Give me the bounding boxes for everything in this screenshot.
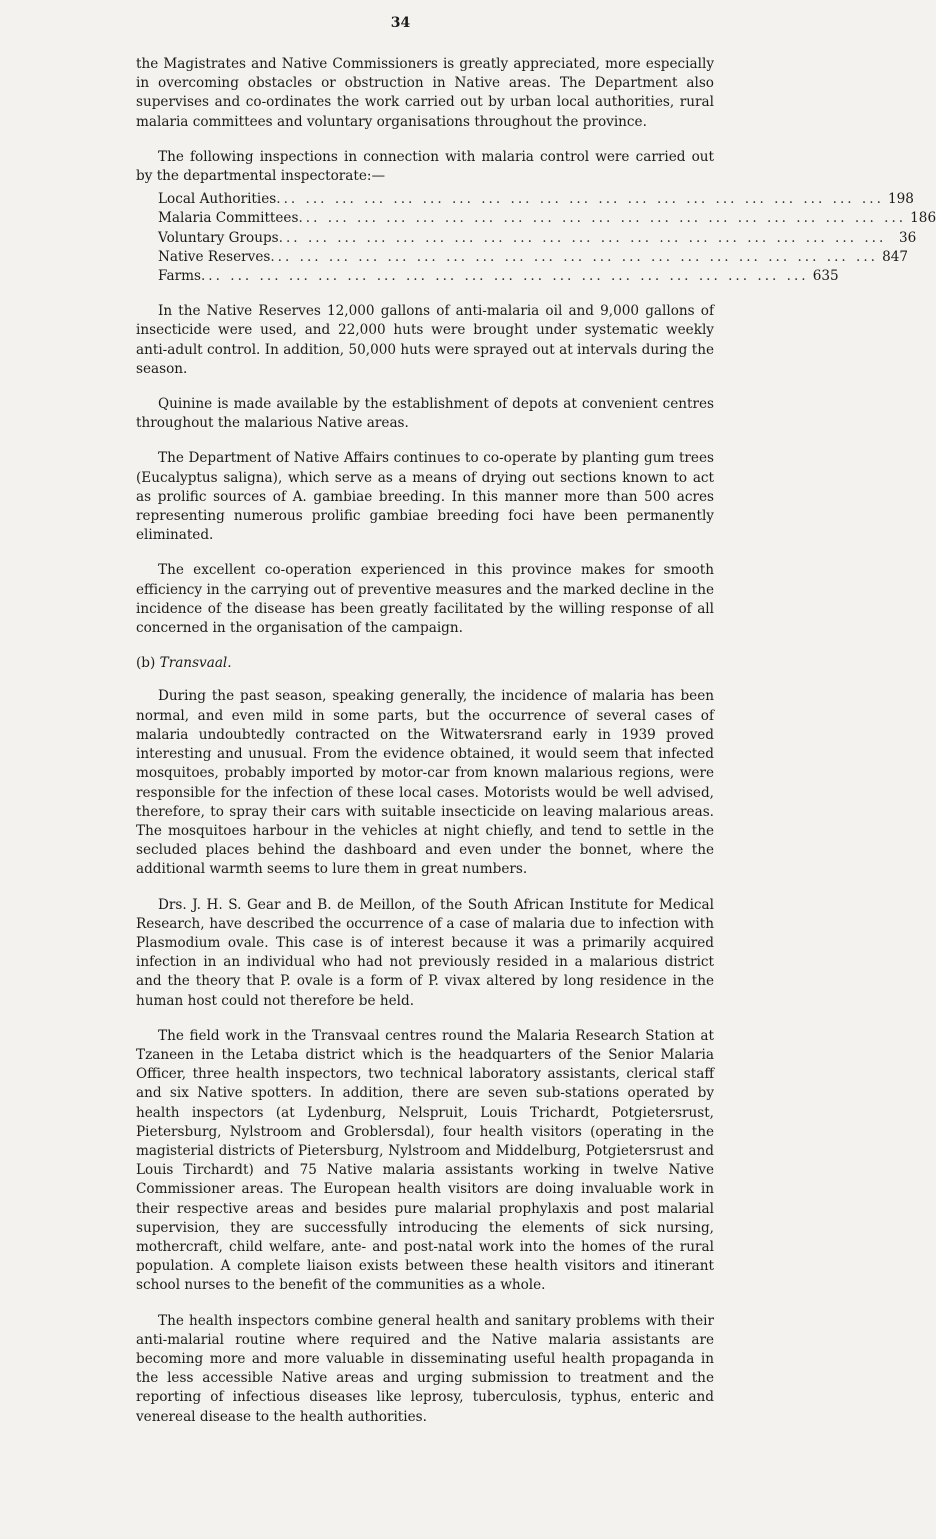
list-item-value: 36	[899, 229, 917, 246]
list-item-value: 847	[882, 248, 909, 265]
list-item-label: Farms	[158, 268, 201, 285]
dot-leader: ... ... ... ... ... ... ... ... ... ... ... ... ... ... ... ... ... ... ... ... ...	[270, 248, 879, 265]
list-item-value: 198	[887, 191, 914, 208]
inspections-list	[136, 190, 936, 286]
document-body	[136, 55, 936, 1443]
list-item-value: 635	[812, 268, 839, 285]
section-tag: (b)	[136, 655, 156, 672]
list-item-label: Native Reserves	[158, 248, 271, 265]
list-item-label: Local Authorities	[158, 191, 277, 208]
list-item	[136, 209, 936, 228]
paragraph: The Department of Native Affairs continues to co-operate by planting gum trees (Eucalyptus saligna), which serve as a means of drying out sections known to act as prolific sources of A. gambiae breeding. In this manner more than 500 acres representing numerous prolific gambiae breeding foci have been permanently eliminated.	[136, 450, 714, 544]
list-item	[136, 190, 914, 209]
paragraph: The health inspectors combine general health and sanitary problems with their anti-malarial routine where required and the Native malaria assistants are becoming more and more valuable in disseminating useful health propaganda in the less accessible Native areas and urging submission to treatment and the reporting of infectious diseases like leprosy, tuberculosis, typhus, enteric and venereal disease to the health authorities.	[136, 1312, 714, 1425]
paragraph: the Magistrates and Native Commissioners is greatly appreciated, more especially in overcoming obstacles or obstruction in Native areas. The Department also supervises and co-ordinates the work carried out by urban local authorities, rural malaria committees and voluntary organisations throughout the province.	[136, 56, 714, 130]
dot-leader: ... ... ... ... ... ... ... ... ... ... ... ... ... ... ... ... ... ... ... ... ...	[276, 191, 884, 208]
list-item	[136, 248, 909, 267]
paragraph: The field work in the Transvaal centres round the Malaria Research Station at Tzaneen in the Letaba district which is the headquarters of the Senior Malaria Officer, three health inspectors, two technical laboratory assistants, clerical staff and six Native spotters. In addition, there are seven sub-stations operated by health inspectors (at Lydenburg, Nelspruit, Louis Trichardt, Potgietersrust, Pietersburg, Nylstroom and Groblersdal), four health visitors (operating in the magisterial districts of Pietersburg, Nylstroom and Middelburg, Potgietersrust and Louis Tirchardt) and 75 Native malaria assistants working in twelve Native Commissioner areas. The European health visitors are doing invaluable work in their respective areas and besides pure malarial prophylaxis and post malarial supervision, they are successfully introducing the elements of sick nursing, mothercraft, child welfare, ante- and post-natal work into the homes of the rural population. A complete liaison exists between these health visitors and itinerant school nurses to the benefit of the communities as a whole.	[136, 1027, 714, 1294]
section-title: Transvaal.	[159, 655, 232, 672]
paragraph: Drs. J. H. S. Gear and B. de Meillon, of the South African Institute for Medical Research, have described the occurrence of a case of malaria due to infection with Plasmodium ovale. This case is of interest because it was a primarily acquired infection in an individual who had not previously resided in a malarious district and the theory that P. ovale is a form of P. vivax altered by long residence in the human host could not therefore be held.	[136, 896, 714, 1009]
list-item	[136, 267, 839, 286]
paragraph: The following inspections in connection with malaria control were carried out by the departmental inspectorate:—	[136, 148, 714, 185]
list-item-label: Voluntary Groups	[158, 229, 279, 246]
paragraph: During the past season, speaking generally, the incidence of malaria has been normal, and even mild in some parts, but the occurrence of several cases of malaria undoubtedly contracted on the Witwatersrand early in 1939 proved interesting and unusual. From the evidence obtained, it would seem that infected mosquitoes, probably imported by motor-car from known malarious regions, were responsible for the infection of these local cases. Motorists would be well advised, therefore, to spray their cars with suitable insecticide on leaving malarious areas. The mosquitoes harbour in the vehicles at night chiefly, and tend to settle in the secluded places behind the dashboard and even under the bonnet, where the additional warmth seems to lure them in great numbers.	[136, 688, 714, 878]
list-item	[136, 229, 917, 248]
paragraph: In the Native Reserves 12,000 gallons of anti-malaria oil and 9,000 gallons of insecticide were used, and 22,000 huts were brought under systematic weekly anti-adult control. In addition, 50,000 huts were sprayed out at intervals during the season.	[136, 303, 714, 377]
paragraph: Quinine is made available by the establishment of depots at convenient centres throughout the malarious Native areas.	[136, 396, 714, 432]
paragraph: The excellent co-operation experienced in this province makes for smooth efficiency in the carrying out of preventive measures and the marked decline in the incidence of the disease has been greatly facilitated by the willing response of all concerned in the organisation of the campaign.	[136, 562, 714, 637]
section-heading	[136, 654, 714, 673]
page-number: 34	[390, 15, 411, 31]
dot-leader: ... ... ... ... ... ... ... ... ... ... ... ... ... ... ... ... ... ... ... ... ...	[200, 268, 809, 285]
list-item-label: Malaria Committees	[158, 210, 299, 227]
dot-leader: ... ... ... ... ... ... ... ... ... ... ... ... ... ... ... ... ... ... ... ... ...	[278, 229, 887, 246]
list-item-value: 186	[910, 210, 936, 227]
dot-leader: ... ... ... ... ... ... ... ... ... ... ... ... ... ... ... ... ... ... ... ... ...	[298, 210, 907, 227]
